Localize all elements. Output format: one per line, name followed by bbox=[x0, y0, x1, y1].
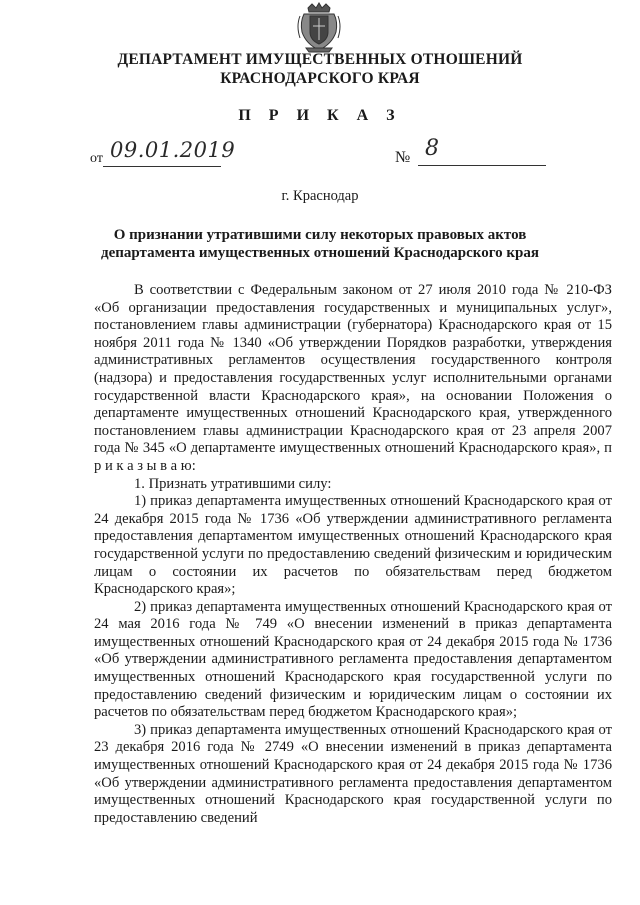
handwritten-date: 09.01.2019 bbox=[110, 138, 236, 162]
list-item-2: 2) приказ департамента имущественных отношений Краснодарского края от 24 мая 2016 года № 749 «О внесении изменений в приказ департамента имущественных отношений Краснодарского края от 24 декабря 2015 года № 1736 «Об утверждении административного регламента предоставления департаментом имущественных отношений Краснодарского края государственной услуги по предоставлению сведений физическим и юридическим лицам о состоянии их расчетов по обязательствам перед бюджетом Краснодарского края»; bbox=[94, 598, 612, 721]
list-item-1: 1) приказ департамента имущественных отношений Краснодарского края от 24 декабря 2015 года № 1736 «Об утверждении административного регламента предоставления департаментом имущественных отношений Краснодарского края государственной услуги по предоставлению сведений физическим и юридическим лицам о состоянии их расчетов по обязательствам перед бюджетом Краснодарского края»; bbox=[94, 493, 612, 598]
number-underline bbox=[418, 165, 546, 166]
date-label: от bbox=[90, 151, 103, 166]
subject-line1: О признании утратившими силу некоторых правовых актов bbox=[113, 227, 527, 243]
date-underline bbox=[103, 166, 221, 167]
city-name: г. Краснодар bbox=[281, 188, 359, 204]
preamble-paragraph: В соответствии с Федеральным законом от 27 июля 2010 года № 210-ФЗ «Об организации предоставления государственных и муниципальных услуг», постановлением главы администрации (губернатора) Краснодарского края от 15 ноября 2011 года № 1340 «Об утверждении Порядков разработки, утверждения административных регламентов осуществления государственного контроля (надзора) и предоставления государственных услуг исполнительными органами государственной власти Краснодарского края», на основании Положения о департаменте имущественных отношений Краснодарского края, утвержденного постановлением главы администрации Краснодарского края от 23 апреля 2007 года № 345 «О департаменте имущественных отношений Краснодарского края», п р и к а з ы в а ю: bbox=[94, 282, 612, 474]
subject-line2: департамента имущественных отношений Краснодарского края bbox=[100, 245, 540, 261]
department-name-line2: КРАСНОДАРСКОГО КРАЯ bbox=[220, 70, 420, 87]
coat-of-arms-emblem bbox=[296, 2, 342, 54]
list-item-3: 3) приказ департамента имущественных отношений Краснодарского края от 23 декабря 2016 года № 2749 «О внесении изменений в приказ департамента имущественных отношений Краснодарского края от 24 декабря 2015 года № 1736 «Об утверждении административного регламента предоставления департаментом имущественных отношений Краснодарского края государственной услуги по предоставлению сведений bbox=[94, 721, 612, 826]
document-body bbox=[94, 282, 612, 827]
number-label: № bbox=[395, 149, 411, 166]
document-type-title: П Р И К А З bbox=[238, 107, 402, 124]
handwritten-number: 8 bbox=[425, 136, 439, 161]
point-1: 1. Признать утратившими силу: bbox=[134, 475, 332, 492]
department-name-line1: ДЕПАРТАМЕНТ ИМУЩЕСТВЕННЫХ ОТНОШЕНИЙ bbox=[117, 51, 523, 68]
